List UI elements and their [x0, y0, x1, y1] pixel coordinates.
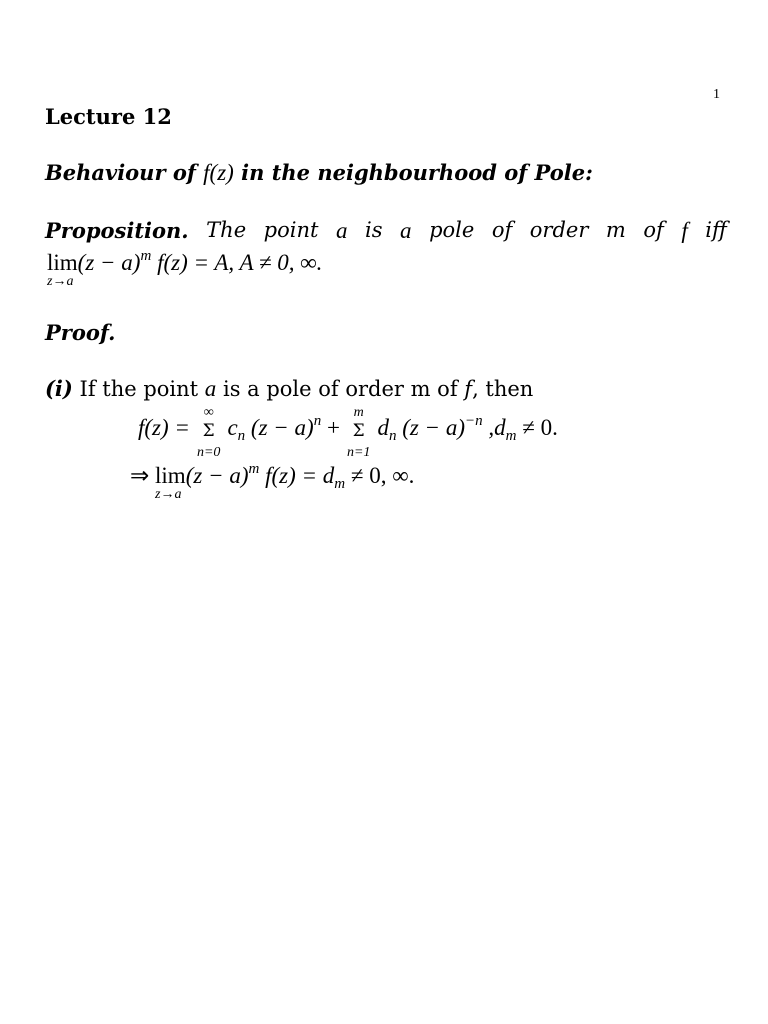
section-heading-suffix: in the neighbourhood of Pole:: [241, 160, 593, 185]
proposition-word: a: [400, 218, 412, 243]
proposition-word: order: [529, 218, 589, 242]
proposition-word: is: [365, 218, 383, 242]
sum-upper-limit: ∞: [203, 404, 214, 420]
formula-part: c: [221, 415, 238, 440]
proof-label: Proof.: [45, 320, 116, 345]
formula-subscript: m: [334, 476, 346, 492]
formula-subscript: n: [388, 428, 397, 444]
section-heading: [45, 160, 593, 186]
proposition-word: m: [605, 218, 626, 242]
formula-part: f(z) =: [138, 415, 196, 440]
section-heading-prefix: Behaviour of: [45, 160, 196, 185]
formula-superscript: m: [248, 461, 260, 477]
proposition-word: f: [681, 218, 688, 243]
page-number: 1: [713, 87, 720, 102]
formula-superscript: m: [140, 248, 152, 264]
sum-lower-limit: n=1: [346, 444, 371, 460]
section-heading-fz: f(z): [203, 160, 234, 185]
formula-part: (z − a): [185, 463, 249, 488]
lim-operator: lim: [47, 250, 78, 275]
formula-part: ,d: [482, 415, 506, 440]
formula-part: ≠ 0.: [516, 415, 558, 440]
case-variable-f: f: [464, 377, 473, 401]
formula-part: d: [371, 415, 389, 440]
sigma-symbol: Σ: [202, 420, 215, 441]
sum-block-1: [196, 404, 222, 460]
formula-part: (z − a): [77, 250, 141, 275]
formula-part: f(z) = A, A ≠ 0, ∞.: [151, 250, 323, 275]
proposition-word: point: [263, 218, 319, 242]
case-text: is a pole of order m of: [216, 377, 465, 401]
case-variable-a: a: [204, 376, 217, 401]
laurent-series-formula: [138, 404, 558, 460]
sigma-symbol: Σ: [352, 420, 365, 441]
formula-part: f(z) = d: [259, 463, 335, 488]
formula-subscript: n: [237, 428, 246, 444]
case-text: If the point: [72, 377, 205, 401]
proposition-limit-formula: [47, 248, 323, 289]
formula-part: +: [321, 415, 346, 440]
proposition-word: of: [491, 218, 513, 242]
proposition-word: The: [206, 218, 247, 242]
sum-lower-limit: n=0: [196, 444, 221, 460]
formula-superscript: n: [313, 413, 322, 429]
lim-subscript: z→a: [47, 274, 74, 289]
lecture-title: Lecture 12: [45, 104, 172, 129]
lim-operator: lim: [155, 463, 186, 488]
proposition-statement: [45, 218, 727, 244]
proposition-word: iff: [705, 218, 727, 242]
proposition-label: Proposition.: [45, 218, 189, 243]
formula-part: ≠ 0, ∞.: [345, 463, 415, 488]
lim-subscript: z→a: [155, 487, 182, 502]
formula-superscript: −n: [464, 413, 483, 429]
formula-part: (z − a): [245, 415, 314, 440]
sum-block-2: [346, 404, 372, 460]
implies-arrow: ⇒: [130, 463, 156, 488]
formula-part: (z − a): [396, 415, 465, 440]
case-i-statement: [45, 376, 533, 402]
case-tag: (i): [45, 376, 73, 401]
sum-upper-limit: m: [353, 404, 364, 420]
implication-limit-formula: [130, 461, 415, 502]
proposition-word: a: [335, 218, 348, 243]
proposition-word: pole: [429, 218, 475, 242]
proposition-word: of: [643, 218, 664, 242]
formula-subscript: m: [505, 428, 517, 444]
case-text: , then: [472, 377, 534, 401]
